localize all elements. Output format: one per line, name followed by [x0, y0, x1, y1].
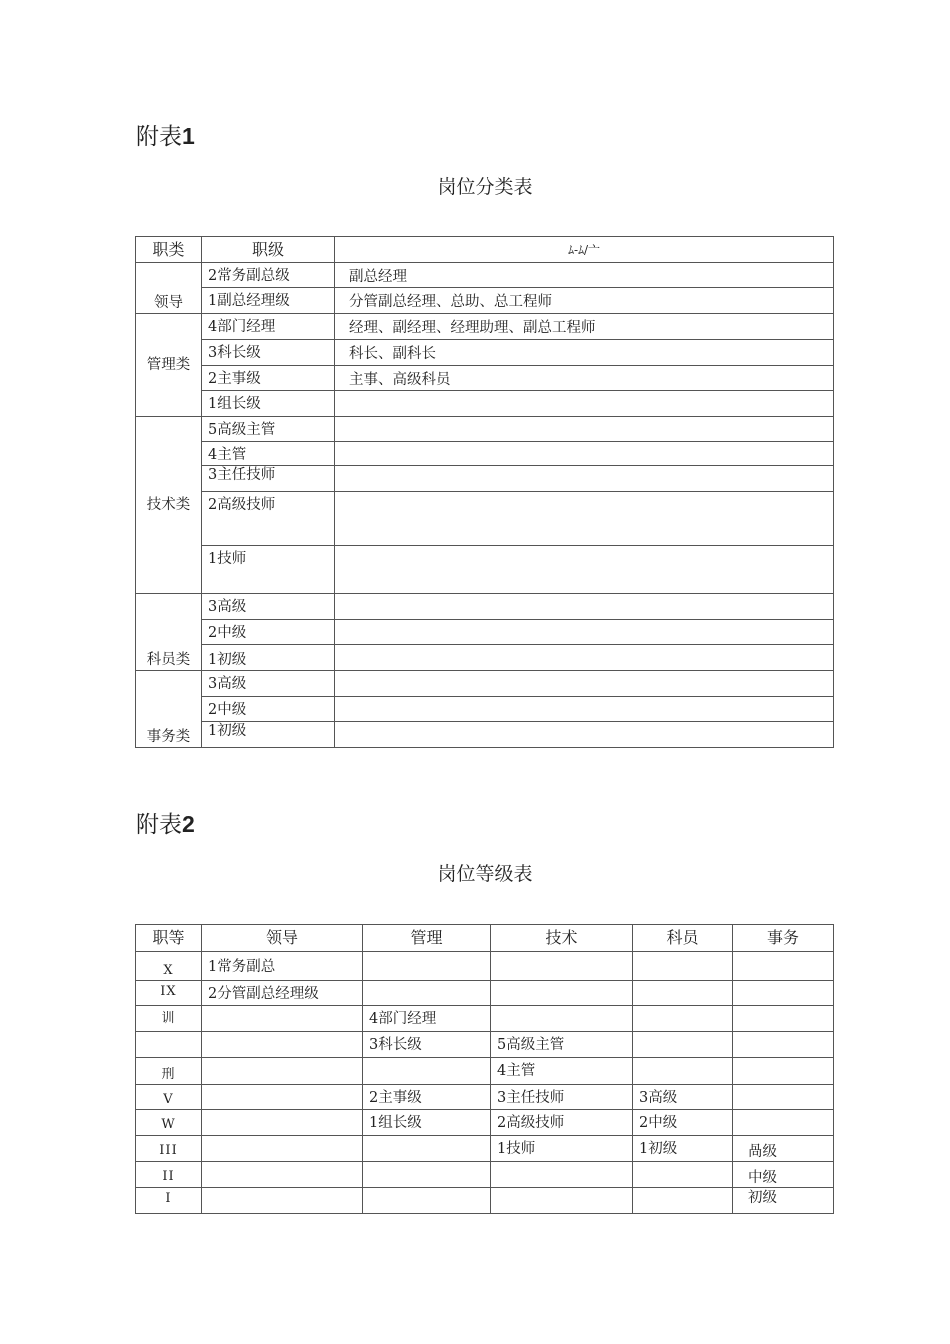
level-cell: 2高级技师: [202, 492, 335, 546]
desc-cell: [335, 671, 834, 697]
level-cell: 2中级: [202, 620, 335, 645]
level-cell: 4主管: [202, 442, 335, 466]
grade-level-cell: [202, 1162, 363, 1188]
table-row: [136, 263, 834, 288]
table-row: [136, 288, 834, 314]
grade-level-cell: [491, 1188, 633, 1214]
grade-level-cell: [363, 1188, 491, 1214]
desc-cell: [335, 697, 834, 722]
grade-level-cell: [491, 1162, 633, 1188]
grade-level-cell: [491, 1006, 633, 1032]
appendix2-title: 岗位等级表: [437, 863, 533, 885]
grade-level-cell: [363, 1058, 491, 1085]
grade-level-cell: 1技师: [491, 1136, 633, 1162]
desc-cell: 科长、副科长: [335, 340, 834, 366]
table-row: [136, 697, 834, 722]
desc-cell: [335, 645, 834, 671]
table-row: [136, 314, 834, 340]
grade-cell: III: [136, 1136, 202, 1162]
table-row: [136, 391, 834, 417]
header-leadership: 领导: [202, 925, 363, 952]
appendix2-number: 2: [182, 811, 195, 837]
appendix2-heading: [136, 806, 195, 839]
category-management: 管理类: [136, 314, 202, 417]
grade-level-cell: 5高级主管: [491, 1032, 633, 1058]
table-row: [136, 1006, 834, 1032]
desc-cell: [335, 417, 834, 442]
header-level: 职级: [202, 237, 335, 263]
grade-cell: V: [136, 1085, 202, 1110]
grade-level-cell: [633, 1006, 733, 1032]
table-row: [136, 492, 834, 546]
appendix2-label: 附表: [136, 812, 182, 838]
header-affairs: 事务: [733, 925, 834, 952]
level-cell: 2主事级: [202, 366, 335, 391]
appendix1-number: 1: [182, 123, 195, 149]
table-row: [136, 1110, 834, 1136]
grade-level-cell: 1初级: [633, 1136, 733, 1162]
table-row: [136, 1188, 834, 1214]
grade-level-cell: [633, 1058, 733, 1085]
grade-level-cell: [733, 1006, 834, 1032]
desc-cell: [335, 722, 834, 748]
header-technical: 技术: [491, 925, 633, 952]
level-cell: 4部门经理: [202, 314, 335, 340]
grade-level-cell: [733, 1032, 834, 1058]
table-row: [136, 466, 834, 492]
grade-cell: 训: [136, 1006, 202, 1032]
table-header-row: [136, 237, 834, 263]
grade-level-cell: 2中级: [633, 1110, 733, 1136]
grade-level-cell: [202, 1058, 363, 1085]
level-cell: 1初级: [202, 645, 335, 671]
table-row: [136, 722, 834, 748]
grade-level-cell: [733, 1058, 834, 1085]
header-clerk: 科员: [633, 925, 733, 952]
desc-cell: [335, 466, 834, 492]
table-row: [136, 1136, 834, 1162]
table-row: [136, 981, 834, 1006]
table-row: [136, 1085, 834, 1110]
grade-level-cell: [633, 1032, 733, 1058]
grade-level-cell: [491, 952, 633, 981]
grade-level-cell: [202, 1085, 363, 1110]
grade-level-cell: [733, 981, 834, 1006]
table-row: [136, 442, 834, 466]
grade-level-cell: 3科长级: [363, 1032, 491, 1058]
appendix1-heading: [136, 118, 195, 151]
grade-level-cell: [363, 981, 491, 1006]
grade-level-cell: [202, 1136, 363, 1162]
desc-cell: [335, 594, 834, 620]
grade-cell: 刑: [136, 1058, 202, 1085]
table-row: [136, 417, 834, 442]
table-row: [136, 340, 834, 366]
grade-level-cell: 4主管: [491, 1058, 633, 1085]
grade-level-cell: 2分管副总经理级: [202, 981, 363, 1006]
grade-level-cell: [633, 981, 733, 1006]
level-cell: 2中级: [202, 697, 335, 722]
desc-cell: 副总经理: [335, 263, 834, 288]
level-cell: 1组长级: [202, 391, 335, 417]
grade-cell: W: [136, 1110, 202, 1136]
grade-level-cell: [491, 981, 633, 1006]
grade-level-cell: [733, 952, 834, 981]
desc-cell: [335, 620, 834, 645]
level-cell: 2常务副总级: [202, 263, 335, 288]
table-row: [136, 1162, 834, 1188]
grade-cell: X: [136, 952, 202, 981]
grade-level-cell: [633, 952, 733, 981]
job-grade-table: [135, 924, 834, 1214]
level-cell: 3主任技师: [202, 466, 335, 492]
desc-cell: [335, 492, 834, 546]
grade-level-cell: 2主事级: [363, 1085, 491, 1110]
grade-level-cell: 3主任技师: [491, 1085, 633, 1110]
level-cell: 1副总经理级: [202, 288, 335, 314]
table-row: [136, 620, 834, 645]
appendix1-title: 岗位分类表: [437, 176, 533, 198]
table-row: [136, 366, 834, 391]
grade-level-cell: 1组长级: [363, 1110, 491, 1136]
grade-level-cell: 2高级技师: [491, 1110, 633, 1136]
grade-level-cell: [202, 1110, 363, 1136]
grade-level-cell: [202, 1188, 363, 1214]
table-row: [136, 671, 834, 697]
grade-level-cell: [733, 1110, 834, 1136]
category-affairs: 事务类: [136, 671, 202, 748]
desc-cell: 经理、副经理、经理助理、副总工程师: [335, 314, 834, 340]
table-row: [136, 1032, 834, 1058]
table-row: [136, 952, 834, 981]
grade-level-cell: 初级: [733, 1188, 834, 1214]
category-clerk: 科员类: [136, 594, 202, 671]
desc-cell: [335, 546, 834, 594]
grade-cell: I: [136, 1188, 202, 1214]
grade-level-cell: 咼级: [733, 1136, 834, 1162]
grade-table-body: [136, 952, 834, 1214]
job-classification-table: [135, 236, 834, 748]
header-positions: ﾑ-ﾑ/亠: [335, 237, 834, 263]
grade-level-cell: [633, 1188, 733, 1214]
desc-cell: 主事、高级科员: [335, 366, 834, 391]
level-cell: 1技师: [202, 546, 335, 594]
grade-level-cell: 4部门经理: [363, 1006, 491, 1032]
level-cell: 3高级: [202, 671, 335, 697]
grade-level-cell: [633, 1162, 733, 1188]
grade-cell: II: [136, 1162, 202, 1188]
grade-level-cell: [363, 1162, 491, 1188]
header-category: 职类: [136, 237, 202, 263]
desc-cell: 分管副总经理、总助、总工程师: [335, 288, 834, 314]
level-cell: 3科长级: [202, 340, 335, 366]
grade-cell: IX: [136, 981, 202, 1006]
table-header-row: [136, 925, 834, 952]
desc-cell: [335, 442, 834, 466]
grade-level-cell: 中级: [733, 1162, 834, 1188]
level-cell: 3高级: [202, 594, 335, 620]
appendix1-label: 附表: [136, 124, 182, 150]
header-management: 管理: [363, 925, 491, 952]
table-row: [136, 645, 834, 671]
table-row: [136, 546, 834, 594]
grade-level-cell: [202, 1032, 363, 1058]
category-technical: 技术类: [136, 417, 202, 594]
table-row: [136, 1058, 834, 1085]
desc-cell: [335, 391, 834, 417]
grade-level-cell: [363, 952, 491, 981]
category-leadership: 领导: [136, 263, 202, 314]
header-grade: 职等: [136, 925, 202, 952]
grade-level-cell: [202, 1006, 363, 1032]
grade-level-cell: [363, 1136, 491, 1162]
grade-level-cell: 1常务副总: [202, 952, 363, 981]
grade-level-cell: [733, 1085, 834, 1110]
level-cell: 1初级: [202, 722, 335, 748]
grade-level-cell: 3高级: [633, 1085, 733, 1110]
level-cell: 5高级主管: [202, 417, 335, 442]
table-row: [136, 594, 834, 620]
grade-cell: [136, 1032, 202, 1058]
